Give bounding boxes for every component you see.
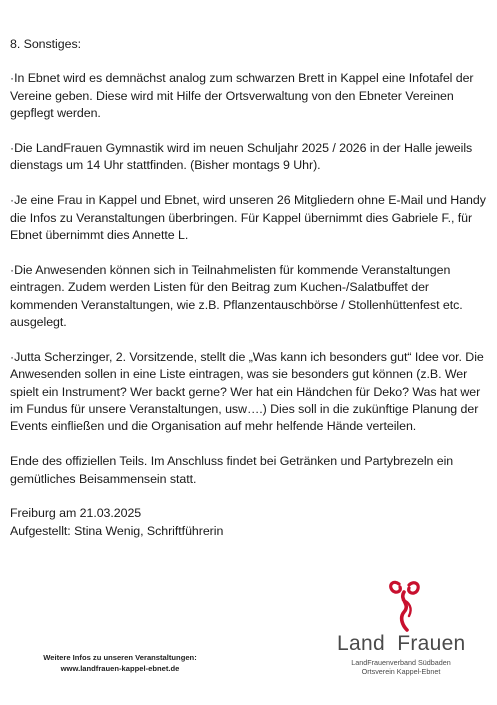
paragraph-infotafel: ·In Ebnet wird es demnächst analog zum schwarzen Brett in Kappel eine Infotafel der Vereine geben. Diese wird mit Hilfe der Ortsverwaltung von den Ebneter Vereinen gepflegt werden. — [10, 71, 474, 121]
logo-subtitle-2: Ortsverein Kappel-Ebnet — [361, 667, 441, 676]
paragraph-infos-mitglieder: ·Je eine Frau in Kappel und Ebnet, wird unseren 26 Mitgliedern ohne E-Mail und Handy die Infos zu Veranstaltungen überbringen. Für Kappel übernimmt dies Gabriele F., für Ebnet übernimmt dies Annette L. — [10, 193, 486, 243]
logo-subtitle-1: LandFrauenverband Südbaden — [351, 658, 451, 667]
landfrauen-logo — [333, 578, 473, 674]
logo-mark-icon — [385, 578, 425, 632]
place-date: Freiburg am 21.03.2025 — [10, 506, 142, 521]
document-body — [10, 36, 488, 540]
logo-word-right: Frauen — [397, 632, 466, 655]
logo-wordmark — [337, 632, 466, 656]
paragraph-teilnahmelisten: ·Die Anwesenden können sich in Teilnahmelisten für kommende Veranstaltungen eintragen. Zudem werden Listen für den Beitrag zum Kuchen-/Salatbuffet der kommenden Veranstaltungen, wie z.B. Pflanzentauschbörse / Stollenhüttenfest etc. ausgelegt. — [10, 262, 463, 330]
author-line: Aufgestellt: Stina Wenig, Schriftführerin — [10, 523, 224, 538]
paragraph-was-kann-ich-gut: ·Jutta Scherzinger, 2. Vorsitzende, stellt die „Was kann ich besonders gut“ Idee vor. Die Anwesenden sollen in eine Liste eintragen, was sie besonders gut können (z.B. Wer spielt ein Instrument? Wer backt gerne? Wer hat ein Händchen für Deko? Was hat wer im Fundus für unsere Veranstaltungen, usw….) Dies soll in die zukünftige Planung der Events einfließen und die Organisation auf mehr helfende Hände verteilen. — [10, 349, 484, 434]
footer-info-line: Weitere Infos zu unseren Veranstaltungen: — [43, 653, 197, 662]
paragraph-gymnastik: ·Die LandFrauen Gymnastik wird im neuen Schuljahr 2025 / 2026 in der Halle jeweils dienstags um 14 Uhr stattfinden. (Bisher montags 9 Uhr). — [10, 141, 473, 173]
logo-word-left: Land — [337, 632, 385, 655]
paragraph-ende: Ende des offiziellen Teils. Im Anschluss findet bei Getränken und Partybrezeln ein gemütliches Beisammensein statt. — [10, 454, 454, 486]
footer-website: www.landfrauen-kappel-ebnet.de — [60, 664, 180, 673]
section-heading: 8. Sonstiges: — [10, 37, 81, 51]
footer-info — [30, 652, 210, 674]
